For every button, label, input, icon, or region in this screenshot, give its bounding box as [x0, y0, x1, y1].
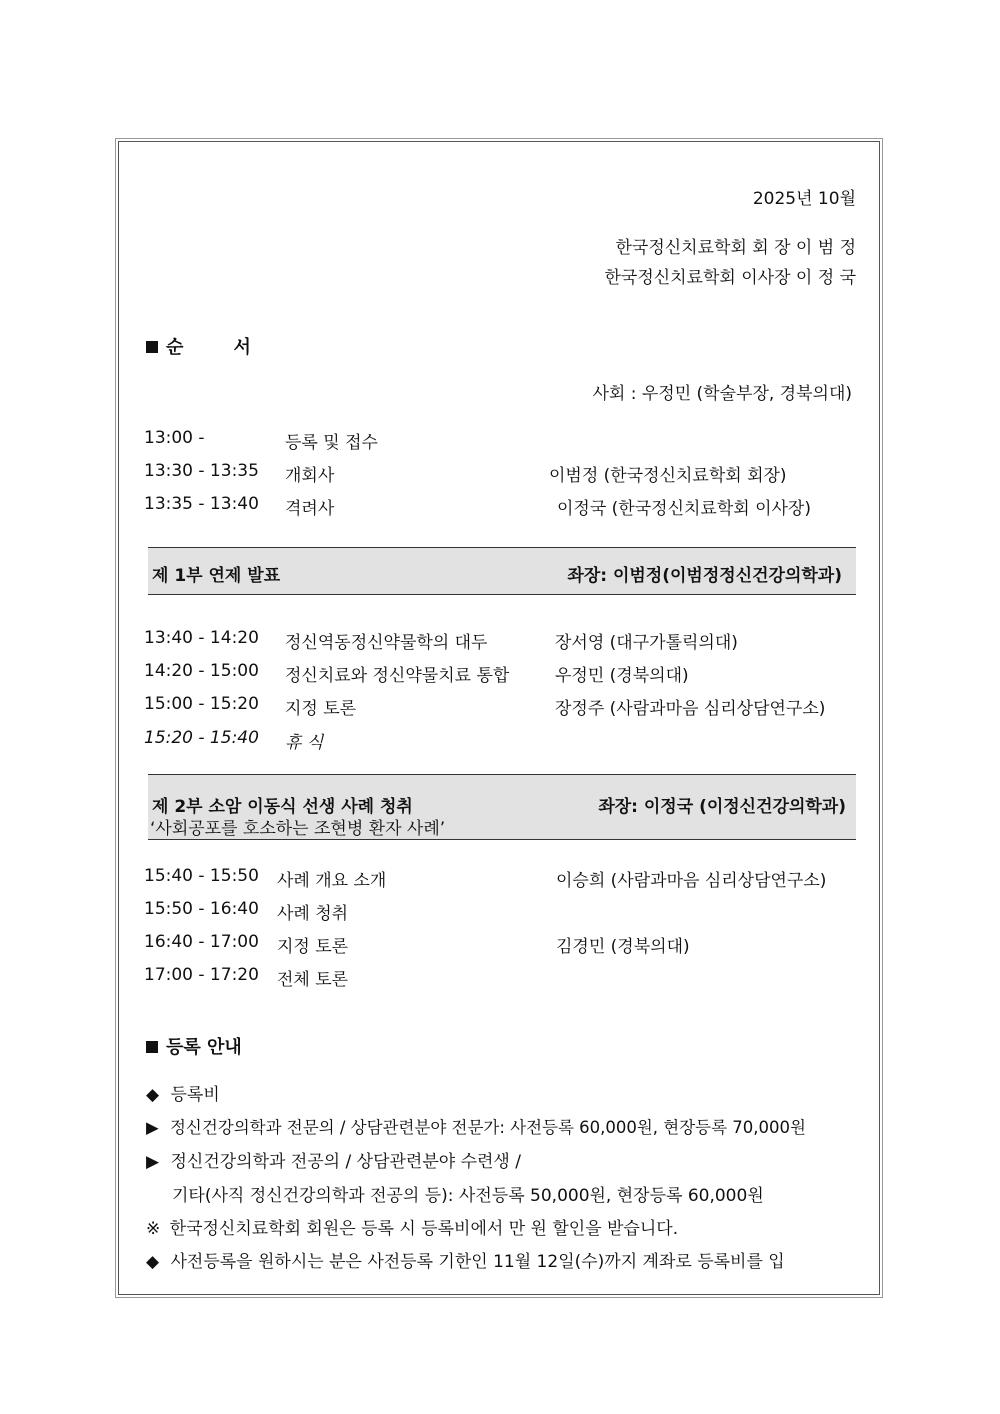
schedule-time: 15:00 - 15:20 [144, 694, 259, 714]
schedule-title: 전체 토론 [277, 970, 349, 990]
schedule-title: 사례 개요 소개 [277, 871, 387, 891]
schedule-title: 지정 토론 [285, 699, 357, 719]
schedule-time: 14:20 - 15:00 [144, 661, 259, 681]
preregistration-line: ◆ 사전등록을 원하시는 분은 사전등록 기한인 11월 12일(수)까지 계좌로 등록비를 입 [146, 1252, 785, 1272]
schedule-title: 정신치료와 정신약물치료 통합 [285, 666, 510, 686]
schedule-time: 13:40 - 14:20 [144, 628, 259, 648]
schedule-person: 이승희 (사람과마음 심리상담연구소) [556, 871, 827, 891]
schedule-person: 이범정 (한국정신치료학회 회장) [549, 466, 787, 486]
fee-line-specialist: ▶ 정신건강의학과 전문의 / 상담관련분야 전문가: 사전등록 60,000원, 현장등록 70,000원 [146, 1118, 806, 1137]
schedule-time: 15:40 - 15:50 [144, 866, 259, 886]
fee-label-line [146, 1080, 220, 1105]
part2-chair: 좌장: 이정국 (이정신건강의학과) [598, 797, 846, 817]
part2-subtitle: ‘사회공포를 호소하는 조현병 환자 사례’ [150, 819, 446, 839]
schedule-title: 개회사 [285, 466, 335, 486]
registration-heading: 등록 안내 [146, 1033, 242, 1059]
schedule-time: 13:30 - 13:35 [144, 461, 259, 481]
square-bullet-icon [146, 341, 158, 353]
fee-label: 등록비 [170, 1085, 220, 1105]
signatory-chairman: 한국정신치료학회 이사장 이 정 국 [604, 268, 856, 288]
schedule-person: 이정국 (한국정신치료학회 이사장) [557, 499, 811, 519]
schedule-title: 지정 토론 [277, 937, 349, 957]
moderator-line: 사회 : 우정민 (학술부장, 경북의대) [592, 384, 852, 404]
fee-line-resident: ▶ 정신건강의학과 전공의 / 상담관련분야 수련생 / [146, 1152, 521, 1172]
part2-header [148, 774, 856, 840]
square-bullet-icon [146, 1041, 158, 1053]
break-time: 15:20 - 15:40 [144, 728, 259, 748]
diamond-bullet-icon: ◆ [146, 1085, 160, 1105]
schedule-person: 우정민 (경북의대) [555, 666, 689, 686]
part2-title: 제 2부 소암 이동식 선생 사례 청취 [152, 797, 413, 817]
note-mark-icon: ※ [146, 1219, 161, 1239]
document-date: 2025년 10월 [752, 189, 856, 209]
schedule-person: 장정주 (사람과마음 심리상담연구소) [555, 699, 826, 719]
break-title: 휴 식 [285, 733, 324, 753]
schedule-person: 장서영 (대구가톨릭의대) [555, 633, 738, 653]
triangle-bullet-icon: ▶ [146, 1118, 159, 1137]
part1-chair: 좌장: 이범정(이범정정신건강의학과) [567, 566, 842, 586]
part1-title: 제 1부 연제 발표 [152, 566, 281, 586]
schedule-title: 정신역동정신약물학의 대두 [285, 633, 488, 653]
schedule-person: 김경민 (경북의대) [556, 937, 690, 957]
member-discount-note: ※ 한국정신치료학회 회원은 등록 시 등록비에서 만 원 할인을 받습니다. [146, 1219, 679, 1239]
schedule-time: 17:00 - 17:20 [144, 965, 259, 985]
triangle-bullet-icon: ▶ [146, 1152, 160, 1172]
schedule-time: 13:00 - [144, 428, 205, 448]
signatory-president: 한국정신치료학회 회 장 이 범 정 [615, 238, 856, 258]
schedule-title: 격려사 [285, 499, 335, 519]
part1-header [148, 547, 856, 595]
schedule-time: 13:35 - 13:40 [144, 494, 259, 514]
schedule-time: 15:50 - 16:40 [144, 899, 259, 919]
schedule-title: 사례 청취 [277, 904, 349, 924]
program-heading: 순 서 [146, 333, 251, 359]
fee-line-resident-cont: 기타(사직 정신건강의학과 전공의 등): 사전등록 50,000원, 현장등록 60,000원 [172, 1186, 764, 1206]
schedule-time: 16:40 - 17:00 [144, 932, 259, 952]
schedule-title: 등록 및 접수 [285, 433, 378, 453]
diamond-bullet-icon: ◆ [146, 1252, 160, 1272]
